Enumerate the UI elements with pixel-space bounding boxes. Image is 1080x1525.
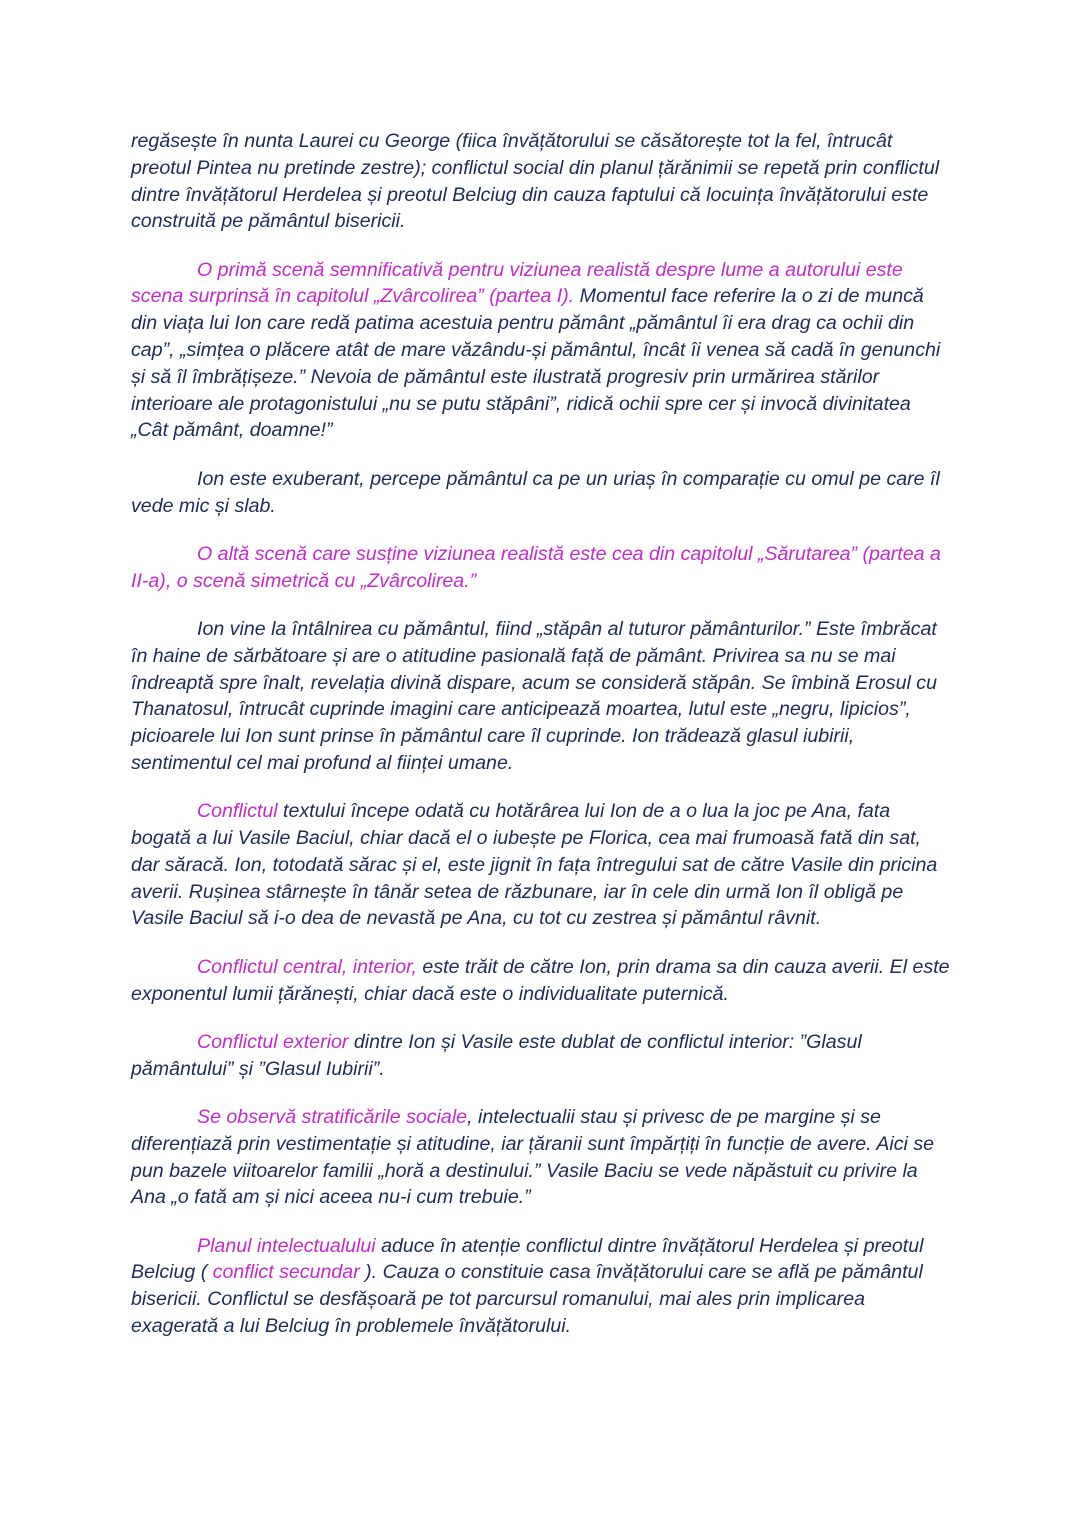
body-text: regăsește în nunta Laurei cu George (fiica învățătorului se căsătorește tot la fel, întrucât preotul Pintea nu pretinde zestre); conflictul social din planul țărănimii se repetă prin conflictul dintre învățătorul Herdelea și preotul Belciug din cauza faptului că locuința învățătorului este construită pe pământul bisericii.: [131, 130, 940, 233]
body-text: , intelectualii stau și privesc de pe margine și se diferențiază prin vestimentație și atitudine, iar țăranii sunt împărțiți în funcție de avere. Aici se pun bazele viitoarelor familii „horă a destinului.” Vasile Baciu se vede năpăstuit cu privire la Ana „o fată am și nici aceea nu-i cum trebuie.”: [131, 1105, 935, 1209]
body-text: dintre Ion și Vasile este dublat de conflictul interior: ”Glasul pământului” și ”Glasul Iubirii”.: [131, 1030, 862, 1080]
paragraph-3: [131, 466, 951, 520]
highlighted-text: Conflictul central, interior,: [197, 955, 417, 978]
document-page: [131, 128, 951, 1361]
highlighted-text: Conflictul: [197, 800, 278, 823]
paragraph-5: [131, 616, 951, 777]
paragraph-8: [131, 1029, 951, 1083]
body-text: Momentul face referire la o zi de muncă din viața lui Ion care redă patima acestuia pentru pământ „pământul îi era drag ca ochii din cap”, „simțea o plăcere atât de mare văzându-și pământul, încât îi venea să cadă în genunchi și să îl îmbrățișeze.” Nevoia de pământul este ilustrată progresiv prin urmărirea stărilor interioare ale protagonistului „nu se putu stăpâni”, ridică ochii spre cer și invocă divinitatea „Cât pământ, doamne!”: [131, 285, 941, 442]
paragraph-4: [131, 541, 951, 595]
highlighted-text: Planul intelectualului: [197, 1234, 376, 1257]
body-text: este trăit de către Ion, prin drama sa din cauza averii. El este exponentul lumii țărănești, chiar dacă este o individualitate puternică.: [131, 955, 950, 1005]
paragraph-7: [131, 954, 951, 1008]
body-text: aduce în atenție conflictul dintre învățătorul Herdelea și preotul Belciug (: [131, 1234, 924, 1284]
highlighted-text: O altă scenă care susține viziunea realistă este cea din capitolul „Sărutarea” (partea a II-a), o scenă simetrică cu „Zvârcolirea.”: [131, 542, 941, 592]
paragraph-10: [131, 1233, 951, 1340]
paragraph-1: [131, 128, 951, 235]
body-text: textului începe odată cu hotărârea lui Ion de a o lua la joc pe Ana, fata bogată a lui Vasile Baciul, chiar dacă el o iubește pe Florica, cea mai frumoasă fată din sat, dar săracă. Ion, totodată sărac și el, este jignit în fața întregului sat de către Vasile din pricina averii. Rușinea stârnește în tânăr setea de răzbunare, iar în cele din urmă Ion îl obligă pe Vasile Baciul să i-o dea de nevastă pe Ana, cu tot cu zestrea și pământul râvnit.: [131, 800, 938, 930]
paragraph-6: [131, 798, 951, 932]
body-text: Ion este exuberant, percepe pământul ca pe un uriaș în comparație cu omul pe care îl vede mic și slab.: [131, 467, 940, 517]
highlighted-text: O primă scenă semnificativă pentru viziunea realistă despre lume a autorului este scena surprinsă în capitolul „Zvârcolirea” (partea I).: [131, 258, 903, 308]
body-text: Ion vine la întâlnirea cu pământul, fiind „stăpân al tuturor pământurilor.” Este îmbrăcat în haine de sărbătoare și are o atitudine pasională față de pământ. Privirea sa nu se mai îndreaptă spre înalt, revelația divină dispare, acum se consideră stăpân. Se îmbină Erosul cu Thanatosul, întrucât cuprinde imagini care anticipează moartea, lutul este „negru, lipicios”, picioarele lui Ion sunt prinse în pământul care îl cuprinde. Ion trădează glasul iubirii, sentimentul cel mai profund al ființei umane.: [131, 617, 937, 774]
body-text: ). Cauza o constituie casa învățătorului care se află pe pământul bisericii. Conflictul se desfășoară pe tot parcursul romanului, mai ales prin implicarea exagerată a lui Belciug în problemele învățătorului.: [131, 1261, 923, 1337]
highlighted-text: Se observă stratificările sociale: [197, 1105, 468, 1128]
paragraph-9: [131, 1104, 951, 1211]
highlighted-text: Conflictul exterior: [197, 1030, 349, 1053]
highlighted-text: conflict secundar: [212, 1261, 360, 1284]
paragraph-2: [131, 257, 951, 445]
